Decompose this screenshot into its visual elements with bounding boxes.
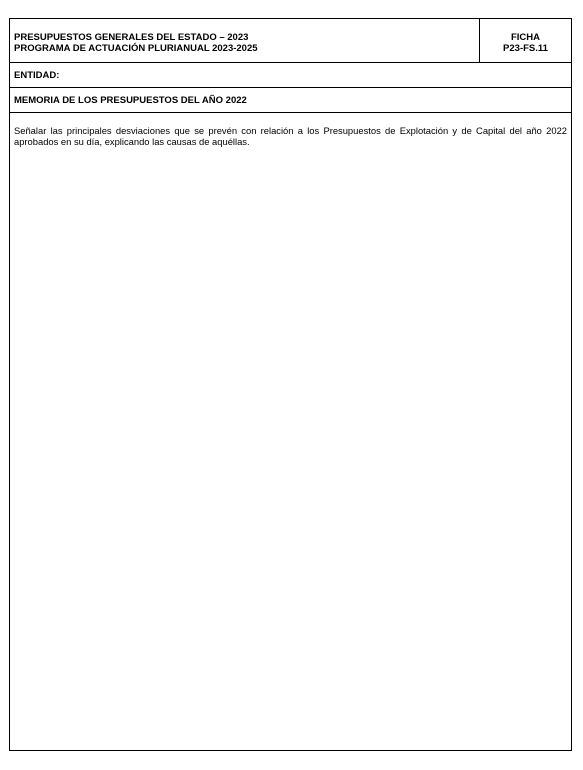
form-title-line-1: PRESUPUESTOS GENERALES DEL ESTADO – 2023 (14, 32, 249, 43)
entidad-label: ENTIDAD: (14, 70, 60, 81)
ficha-block (480, 19, 571, 62)
form-title-block (10, 19, 480, 62)
ficha-label: FICHA (510, 32, 541, 43)
section-title: MEMORIA DE LOS PRESUPUESTOS DEL AÑO 2022 (14, 95, 247, 106)
form-title-line-2: PROGRAMA DE ACTUACIÓN PLURIANUAL 2023-2025 (14, 43, 258, 54)
section-heading (10, 88, 571, 113)
entidad-field[interactable] (10, 63, 571, 88)
form-header (10, 19, 571, 63)
instructions-text: Señalar las principales desviaciones que se prevén con relación a los Presupuestos de Explotación y de Capital del año 2022 aprobados en su día, explicando las causas de aquéllas. (14, 125, 567, 147)
budget-form-sheet (9, 18, 572, 751)
memoria-text-area[interactable] (10, 113, 571, 750)
ficha-code: P23-FS.11 (503, 43, 548, 54)
